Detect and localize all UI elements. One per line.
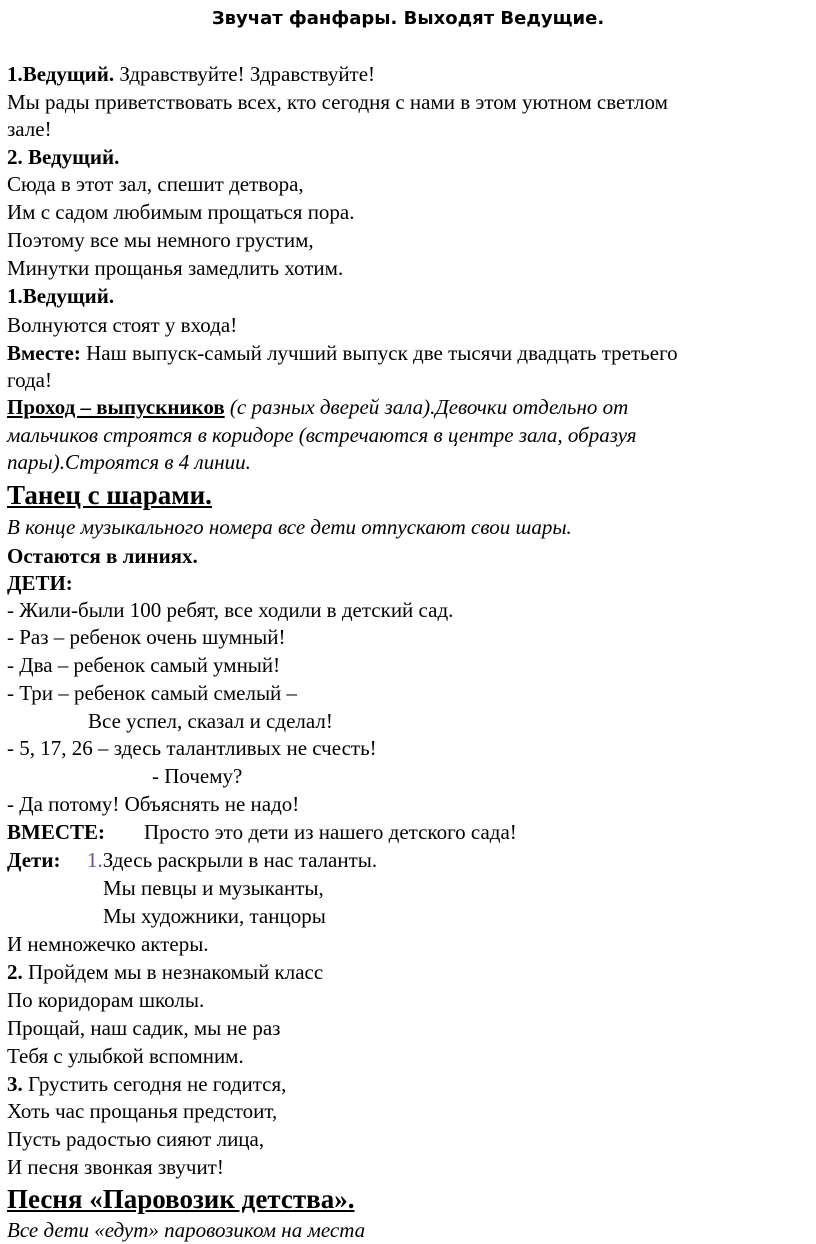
text-line: - Три – ребенок самый смелый – bbox=[7, 681, 298, 705]
line-text: Здесь раскрыли в нас таланты. bbox=[102, 848, 378, 872]
text-line: - Да потому! Объяснять не надо! bbox=[7, 792, 300, 816]
text-line: И немножечко актеры. bbox=[7, 932, 209, 956]
line-text: Пройдем мы в незнакомый класс bbox=[22, 960, 324, 984]
text-line: - Почему? bbox=[152, 764, 243, 788]
text-line: года! bbox=[7, 368, 52, 392]
text-line: Прощай, наш садик, мы не раз bbox=[7, 1016, 281, 1040]
text-line: Тебя с улыбкой вспомним. bbox=[7, 1044, 244, 1068]
text-line: Мы певцы и музыканты, bbox=[103, 876, 324, 900]
speaker-label: 1.Ведущий. bbox=[7, 284, 115, 308]
text-line: Сюда в этот зал, спешит детвора, bbox=[7, 172, 304, 196]
verse-line bbox=[7, 1071, 286, 1097]
text-line: Мы рады приветствовать всех, кто сегодня с нами в этом уютном светлом bbox=[7, 90, 668, 114]
stage-direction: Все дети «едут» паровозиком на места bbox=[7, 1218, 366, 1242]
line-text: Грустить сегодня не годится, bbox=[22, 1072, 287, 1096]
text-line: И песня звонкая звучит! bbox=[7, 1155, 224, 1179]
text-line: Минутки прощанья замедлить хотим. bbox=[7, 256, 344, 280]
line-text: Наш выпуск-самый лучший выпуск две тысячи двадцать третьего bbox=[80, 341, 678, 365]
section-heading: Проход – выпускников bbox=[7, 395, 225, 419]
stage-note: Остаются в линиях. bbox=[7, 544, 198, 568]
speaker-label: ДЕТИ: bbox=[7, 571, 73, 595]
text-line: Им с садом любимым прощаться пора. bbox=[7, 200, 355, 224]
section-heading: Песня «Паровозик детства». bbox=[7, 1184, 355, 1214]
text-line: Поэтому все мы немного грустим, bbox=[7, 228, 314, 252]
line-greeting bbox=[7, 61, 375, 87]
verse-number: 1. bbox=[87, 848, 103, 872]
text-line: - Раз – ребенок очень шумный! bbox=[7, 625, 286, 649]
line-text: Здравствуйте! Здравствуйте! bbox=[114, 62, 376, 86]
section-heading: Танец с шарами. bbox=[7, 480, 212, 510]
speaker-label: ВМЕСТЕ: bbox=[7, 820, 106, 844]
text-line: - Жили-были 100 ребят, все ходили в детский сад. bbox=[7, 598, 454, 622]
verse-number: 3. bbox=[7, 1072, 23, 1096]
stage-direction-line bbox=[7, 394, 628, 420]
stage-direction: В конце музыкального номера все дети отпускают свои шары. bbox=[7, 515, 572, 539]
stage-direction: пары).Строятся в 4 линии. bbox=[7, 450, 251, 474]
text-line: - Два – ребенок самый умный! bbox=[7, 653, 281, 677]
line-together bbox=[7, 340, 678, 366]
line-together bbox=[7, 819, 517, 845]
speaker-label: 2. Ведущий. bbox=[7, 145, 120, 169]
speaker-label: 1.Ведущий. bbox=[7, 62, 115, 86]
text-line: Волнуются стоят у входа! bbox=[7, 313, 238, 337]
stage-direction: мальчиков строятся в коридоре (встречаются в центре зала, образуя bbox=[7, 423, 637, 447]
line-children bbox=[7, 847, 377, 873]
text-line: зале! bbox=[7, 117, 52, 141]
verse-line bbox=[7, 959, 323, 985]
text-line: - 5, 17, 26 – здесь талантливых не счесть! bbox=[7, 736, 377, 760]
stage-direction: (с разных дверей зала).Девочки отдельно от bbox=[224, 395, 629, 419]
text-line: Пусть радостью сияют лица, bbox=[7, 1127, 265, 1151]
line-text: Просто это дети из нашего детского сада! bbox=[144, 820, 517, 844]
text-line: Все успел, сказал и сделал! bbox=[88, 709, 333, 733]
verse-number: 2. bbox=[7, 960, 23, 984]
speaker-label: Дети: bbox=[7, 848, 61, 872]
text-line: По коридорам школы. bbox=[7, 988, 205, 1012]
page-title: Звучат фанфары. Выходят Ведущие. bbox=[211, 8, 605, 29]
text-line: Хоть час прощанья предстоит, bbox=[7, 1099, 278, 1123]
speaker-label: Вместе: bbox=[7, 341, 81, 365]
text-line: Мы художники, танцоры bbox=[103, 904, 326, 928]
